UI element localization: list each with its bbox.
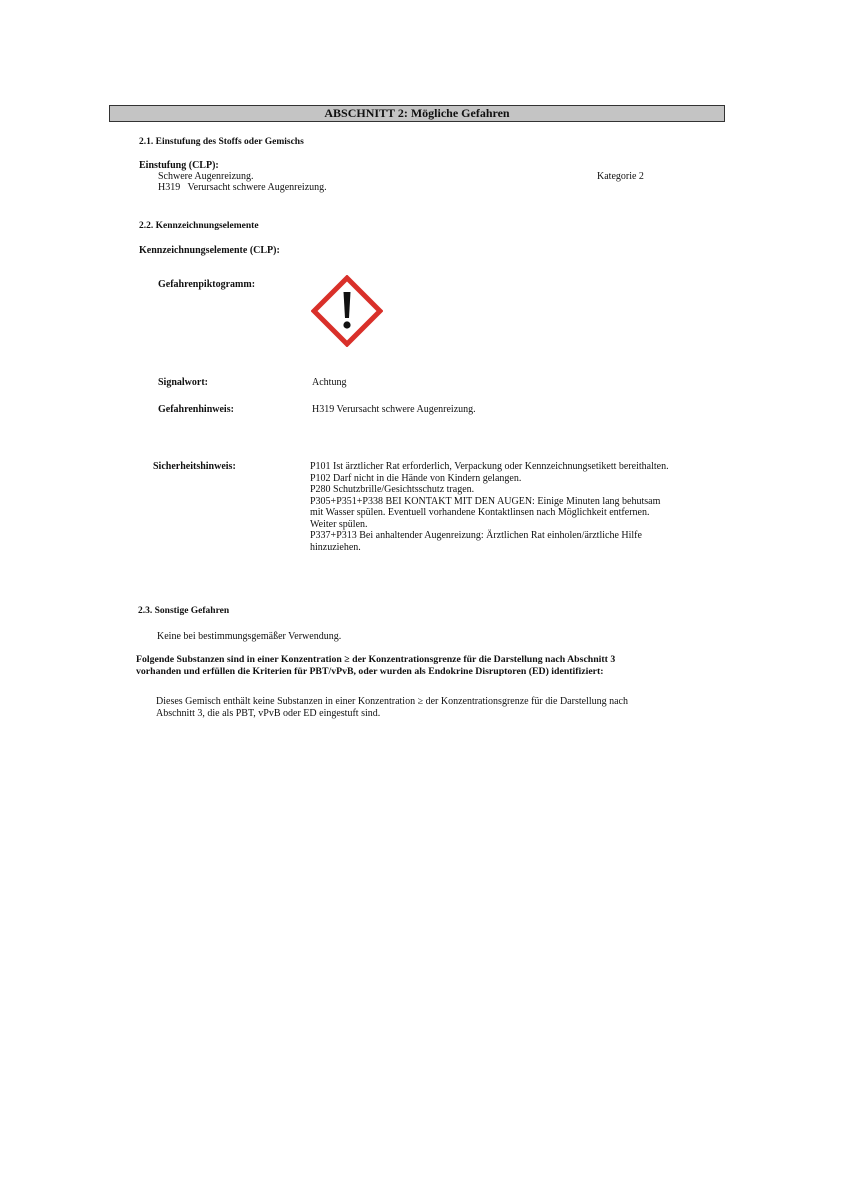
pbt-criteria-line-2: vorhanden und erfüllen die Kriterien für PBT/vPvB, oder wurden als Endokrine Disruptoren (ED) identifiziert:	[136, 666, 604, 677]
section-2-3-title: 2.3. Sonstige Gefahren	[138, 606, 230, 616]
labelling-elements-label: Kennzeichnungselemente (CLP):	[139, 245, 280, 256]
h-statement: H319 Verursacht schwere Augenreizung.	[158, 182, 327, 193]
other-hazards-text: Keine bei bestimmungsgemäßer Verwendung.	[157, 631, 342, 642]
exclamation-mark-diamond-icon	[311, 275, 383, 347]
precautionary-statements	[310, 461, 669, 553]
precaution-line: hinzuziehen.	[310, 541, 361, 553]
precaution-line: P337+P313 Bei anhaltender Augenreizung: Ärztlichen Rat einholen/ärztliche Hilfe	[310, 530, 642, 541]
precaution-line: P102 Darf nicht in die Hände von Kindern gelangen.	[310, 472, 522, 484]
pbt-criteria-line-1: Folgende Substanzen sind in einer Konzentration ≥ der Konzentrationsgrenze für die Darstellung nach Abschnitt 3	[136, 654, 616, 665]
section-2-2-title: 2.2. Kennzeichnungselemente	[139, 221, 259, 231]
signal-word-value: Achtung	[312, 377, 347, 388]
pictogram-label: Gefahrenpiktogramm:	[158, 279, 256, 290]
section-2-1-title: 2.1. Einstufung des Stoffs oder Gemischs	[139, 137, 304, 147]
pbt-note-line-2: Abschnitt 3, die als PBT, vPvB oder ED eingestuft sind.	[156, 708, 381, 719]
precautionary-statement-label: Sicherheitshinweis:	[153, 461, 236, 472]
category-value: Kategorie 2	[597, 171, 644, 182]
classification-value: Schwere Augenreizung.	[158, 171, 254, 182]
precaution-line: Weiter spülen.	[310, 518, 368, 530]
signal-word-label: Signalwort:	[158, 377, 208, 388]
clp-classification-label: Einstufung (CLP):	[139, 160, 219, 171]
hazard-statement-value: H319 Verursacht schwere Augenreizung.	[312, 404, 476, 415]
section-header: ABSCHNITT 2: Mögliche Gefahren	[109, 105, 725, 122]
precaution-line: mit Wasser spülen. Eventuell vorhandene Kontaktlinsen nach Möglichkeit entfernen.	[310, 507, 650, 518]
precaution-line: P305+P351+P338 BEI KONTAKT MIT DEN AUGEN: Einige Minuten lang behutsam	[310, 495, 661, 507]
pbt-note-line-1: Dieses Gemisch enthält keine Substanzen in einer Konzentration ≥ der Konzentrationsgrenze für die Darstellung nach	[156, 696, 628, 707]
hazard-statement-label: Gefahrenhinweis:	[158, 404, 234, 415]
precaution-line: P280 Schutzbrille/Gesichtsschutz tragen.	[310, 484, 475, 495]
precaution-line: P101 Ist ärztlicher Rat erforderlich, Verpackung oder Kennzeichnungsetikett bereithalten.	[310, 461, 669, 472]
